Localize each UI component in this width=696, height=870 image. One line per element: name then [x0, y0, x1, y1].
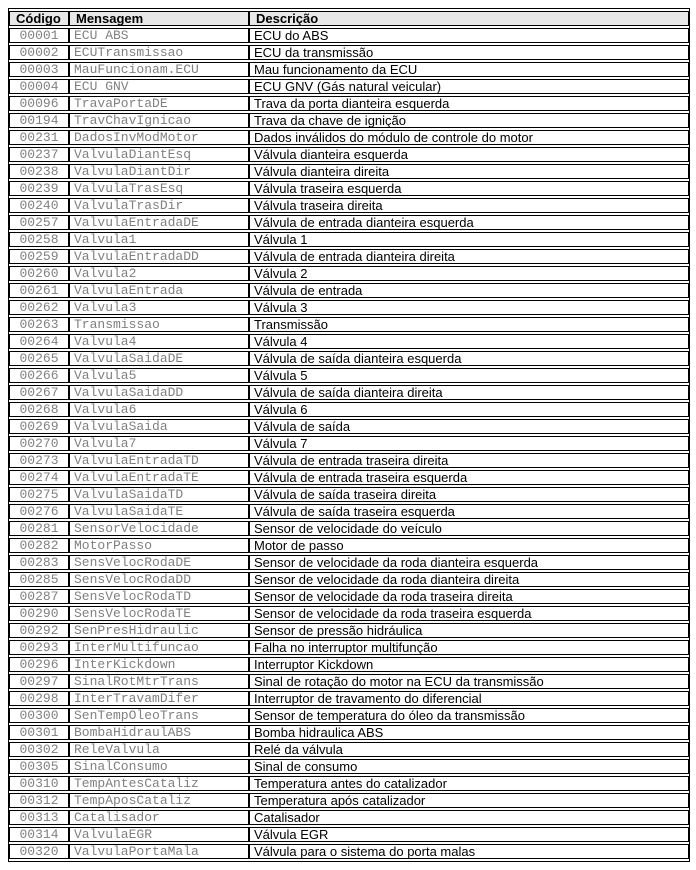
- description-cell: Válvula de entrada traseira direita: [249, 453, 689, 468]
- table-row: [9, 96, 689, 111]
- code-cell: 00313: [9, 810, 69, 825]
- message-cell: ValvulaEntradaTD: [69, 453, 249, 468]
- column-header-mensagem: Mensagem: [69, 11, 249, 26]
- message-cell: SensorVelocidade: [69, 521, 249, 536]
- message-cell: ValvulaEntradaTE: [69, 470, 249, 485]
- description-cell: Interruptor de travamento do diferencial: [249, 691, 689, 706]
- message-cell: DadosInvModMotor: [69, 130, 249, 145]
- code-cell: 00281: [9, 521, 69, 536]
- code-cell: 00004: [9, 79, 69, 94]
- table-row: [9, 385, 689, 400]
- message-cell: ValvulaEGR: [69, 827, 249, 842]
- code-cell: 00269: [9, 419, 69, 434]
- description-cell: Temperatura após catalizador: [249, 793, 689, 808]
- description-cell: Válvula dianteira esquerda: [249, 147, 689, 162]
- message-cell: InterMultifuncao: [69, 640, 249, 655]
- code-cell: 00262: [9, 300, 69, 315]
- table-row: [9, 436, 689, 451]
- column-header-descricao: Descrição: [249, 11, 689, 26]
- table-row: [9, 606, 689, 621]
- message-cell: ECU GNV: [69, 79, 249, 94]
- description-cell: Sensor de velocidade do veículo: [249, 521, 689, 536]
- description-cell: Válvula de entrada dianteira direita: [249, 249, 689, 264]
- table-row: [9, 657, 689, 672]
- code-cell: 00298: [9, 691, 69, 706]
- message-cell: Valvula6: [69, 402, 249, 417]
- description-cell: Válvula 3: [249, 300, 689, 315]
- code-cell: 00239: [9, 181, 69, 196]
- code-cell: 00301: [9, 725, 69, 740]
- description-cell: Trava da chave de ignição: [249, 113, 689, 128]
- table-row: [9, 198, 689, 213]
- message-cell: Catalisador: [69, 810, 249, 825]
- description-cell: Falha no interruptor multifunção: [249, 640, 689, 655]
- table-row: [9, 470, 689, 485]
- code-cell: 00275: [9, 487, 69, 502]
- message-cell: ValvulaTrasDir: [69, 198, 249, 213]
- message-cell: TravaPortaDE: [69, 96, 249, 111]
- description-cell: Sensor de temperatura do óleo da transmissão: [249, 708, 689, 723]
- description-cell: Válvula de entrada dianteira esquerda: [249, 215, 689, 230]
- code-cell: 00261: [9, 283, 69, 298]
- table-row: [9, 538, 689, 553]
- message-cell: ValvulaSaidaTE: [69, 504, 249, 519]
- table-row: [9, 317, 689, 332]
- message-cell: ValvulaSaidaTD: [69, 487, 249, 502]
- table-row: [9, 113, 689, 128]
- code-cell: 00258: [9, 232, 69, 247]
- message-cell: InterKickdown: [69, 657, 249, 672]
- table-row: [9, 572, 689, 587]
- table-row: [9, 283, 689, 298]
- table-row: [9, 589, 689, 604]
- description-cell: Válvula para o sistema do porta malas: [249, 844, 689, 859]
- table-row: [9, 368, 689, 383]
- diagnostic-codes-table: [8, 8, 690, 862]
- code-cell: 00320: [9, 844, 69, 859]
- description-cell: Válvula traseira esquerda: [249, 181, 689, 196]
- code-cell: 00312: [9, 793, 69, 808]
- description-cell: Mau funcionamento da ECU: [249, 62, 689, 77]
- code-cell: 00266: [9, 368, 69, 383]
- description-cell: ECU da transmissão: [249, 45, 689, 60]
- code-cell: 00237: [9, 147, 69, 162]
- code-cell: 00270: [9, 436, 69, 451]
- description-cell: ECU GNV (Gás natural veicular): [249, 79, 689, 94]
- table-row: [9, 487, 689, 502]
- code-cell: 00096: [9, 96, 69, 111]
- description-cell: Motor de passo: [249, 538, 689, 553]
- message-cell: TempAntesCataliz: [69, 776, 249, 791]
- description-cell: Válvula 4: [249, 334, 689, 349]
- message-cell: InterTravamDifer: [69, 691, 249, 706]
- table-row: [9, 623, 689, 638]
- table-row: [9, 640, 689, 655]
- message-cell: TravChavIgnicao: [69, 113, 249, 128]
- message-cell: Transmissao: [69, 317, 249, 332]
- message-cell: SensVelocRodaDD: [69, 572, 249, 587]
- code-cell: 00268: [9, 402, 69, 417]
- column-header-codigo: Código: [9, 11, 69, 26]
- description-cell: Válvula de saída dianteira esquerda: [249, 351, 689, 366]
- code-cell: 00002: [9, 45, 69, 60]
- message-cell: ECUTransmissao: [69, 45, 249, 60]
- table-row: [9, 793, 689, 808]
- description-cell: ECU do ABS: [249, 28, 689, 43]
- table-row: [9, 215, 689, 230]
- description-cell: Sinal de rotação do motor na ECU da transmissão: [249, 674, 689, 689]
- description-cell: Válvula de saída traseira esquerda: [249, 504, 689, 519]
- code-cell: 00194: [9, 113, 69, 128]
- table-row: [9, 62, 689, 77]
- message-cell: Valvula5: [69, 368, 249, 383]
- code-cell: 00293: [9, 640, 69, 655]
- description-cell: Sensor de velocidade da roda traseira esquerda: [249, 606, 689, 621]
- table-header: [9, 11, 689, 26]
- code-cell: 00263: [9, 317, 69, 332]
- message-cell: ValvulaEntradaDD: [69, 249, 249, 264]
- description-cell: Válvula 2: [249, 266, 689, 281]
- table-row: [9, 351, 689, 366]
- message-cell: TempAposCataliz: [69, 793, 249, 808]
- message-cell: ReleValvula: [69, 742, 249, 757]
- description-cell: Válvula de saída traseira direita: [249, 487, 689, 502]
- message-cell: ValvulaDiantDir: [69, 164, 249, 179]
- code-cell: 00260: [9, 266, 69, 281]
- code-cell: 00305: [9, 759, 69, 774]
- table-row: [9, 300, 689, 315]
- table-header-row: [9, 11, 689, 26]
- message-cell: SinalConsumo: [69, 759, 249, 774]
- codes-table-body: [9, 28, 689, 859]
- message-cell: ValvulaSaida: [69, 419, 249, 434]
- table-row: [9, 130, 689, 145]
- code-cell: 00259: [9, 249, 69, 264]
- message-cell: Valvula2: [69, 266, 249, 281]
- table-row: [9, 164, 689, 179]
- description-cell: Válvula 5: [249, 368, 689, 383]
- description-cell: Dados inválidos do módulo de controle do motor: [249, 130, 689, 145]
- description-cell: Válvula de saída: [249, 419, 689, 434]
- description-cell: Válvula dianteira direita: [249, 164, 689, 179]
- table-row: [9, 742, 689, 757]
- table-row: [9, 266, 689, 281]
- table-row: [9, 759, 689, 774]
- table-row: [9, 402, 689, 417]
- table-row: [9, 45, 689, 60]
- description-cell: Trava da porta dianteira esquerda: [249, 96, 689, 111]
- table-row: [9, 453, 689, 468]
- description-cell: Sinal de consumo: [249, 759, 689, 774]
- code-cell: 00257: [9, 215, 69, 230]
- description-cell: Temperatura antes do catalizador: [249, 776, 689, 791]
- description-cell: Bomba hidraulica ABS: [249, 725, 689, 740]
- message-cell: SensVelocRodaDE: [69, 555, 249, 570]
- code-cell: 00003: [9, 62, 69, 77]
- message-cell: SensVelocRodaTD: [69, 589, 249, 604]
- description-cell: Sensor de velocidade da roda dianteira direita: [249, 572, 689, 587]
- table-row: [9, 521, 689, 536]
- description-cell: Válvula EGR: [249, 827, 689, 842]
- code-cell: 00231: [9, 130, 69, 145]
- description-cell: Válvula 7: [249, 436, 689, 451]
- table-row: [9, 79, 689, 94]
- message-cell: BombaHidraulABS: [69, 725, 249, 740]
- message-cell: SensVelocRodaTE: [69, 606, 249, 621]
- table-row: [9, 555, 689, 570]
- message-cell: MotorPasso: [69, 538, 249, 553]
- code-cell: 00287: [9, 589, 69, 604]
- code-cell: 00267: [9, 385, 69, 400]
- table-row: [9, 28, 689, 43]
- description-cell: Válvula de entrada traseira esquerda: [249, 470, 689, 485]
- description-cell: Sensor de velocidade da roda dianteira esquerda: [249, 555, 689, 570]
- description-cell: Sensor de velocidade da roda traseira direita: [249, 589, 689, 604]
- message-cell: Valvula3: [69, 300, 249, 315]
- table-row: [9, 419, 689, 434]
- description-cell: Válvula traseira direita: [249, 198, 689, 213]
- code-cell: 00314: [9, 827, 69, 842]
- description-cell: Interruptor Kickdown: [249, 657, 689, 672]
- message-cell: Valvula7: [69, 436, 249, 451]
- code-cell: 00264: [9, 334, 69, 349]
- description-cell: Válvula de saída dianteira direita: [249, 385, 689, 400]
- table-row: [9, 725, 689, 740]
- code-cell: 00297: [9, 674, 69, 689]
- code-cell: 00300: [9, 708, 69, 723]
- code-cell: 00302: [9, 742, 69, 757]
- description-cell: Sensor de pressão hidráulica: [249, 623, 689, 638]
- table-row: [9, 844, 689, 859]
- description-cell: Válvula 6: [249, 402, 689, 417]
- code-cell: 00240: [9, 198, 69, 213]
- message-cell: ECU ABS: [69, 28, 249, 43]
- message-cell: MauFuncionam.ECU: [69, 62, 249, 77]
- message-cell: ValvulaPortaMala: [69, 844, 249, 859]
- table-row: [9, 147, 689, 162]
- message-cell: Valvula1: [69, 232, 249, 247]
- table-row: [9, 691, 689, 706]
- table-row: [9, 504, 689, 519]
- table-row: [9, 674, 689, 689]
- code-cell: 00001: [9, 28, 69, 43]
- code-cell: 00292: [9, 623, 69, 638]
- message-cell: SenTempOleoTrans: [69, 708, 249, 723]
- code-cell: 00273: [9, 453, 69, 468]
- table-row: [9, 334, 689, 349]
- code-cell: 00296: [9, 657, 69, 672]
- table-row: [9, 249, 689, 264]
- description-cell: Catalisador: [249, 810, 689, 825]
- description-cell: Válvula de entrada: [249, 283, 689, 298]
- table-row: [9, 776, 689, 791]
- code-cell: 00285: [9, 572, 69, 587]
- table-row: [9, 827, 689, 842]
- table-row: [9, 181, 689, 196]
- table-row: [9, 708, 689, 723]
- code-cell: 00238: [9, 164, 69, 179]
- message-cell: ValvulaDiantEsq: [69, 147, 249, 162]
- code-cell: 00265: [9, 351, 69, 366]
- code-cell: 00276: [9, 504, 69, 519]
- description-cell: Válvula 1: [249, 232, 689, 247]
- code-cell: 00274: [9, 470, 69, 485]
- code-cell: 00290: [9, 606, 69, 621]
- message-cell: ValvulaEntrada: [69, 283, 249, 298]
- code-cell: 00310: [9, 776, 69, 791]
- message-cell: SenPresHidraulic: [69, 623, 249, 638]
- message-cell: ValvulaSaidaDE: [69, 351, 249, 366]
- message-cell: ValvulaTrasEsq: [69, 181, 249, 196]
- table-row: [9, 232, 689, 247]
- message-cell: Valvula4: [69, 334, 249, 349]
- code-cell: 00282: [9, 538, 69, 553]
- message-cell: ValvulaSaidaDD: [69, 385, 249, 400]
- description-cell: Relé da válvula: [249, 742, 689, 757]
- description-cell: Transmissão: [249, 317, 689, 332]
- code-cell: 00283: [9, 555, 69, 570]
- message-cell: SinalRotMtrTrans: [69, 674, 249, 689]
- table-row: [9, 810, 689, 825]
- message-cell: ValvulaEntradaDE: [69, 215, 249, 230]
